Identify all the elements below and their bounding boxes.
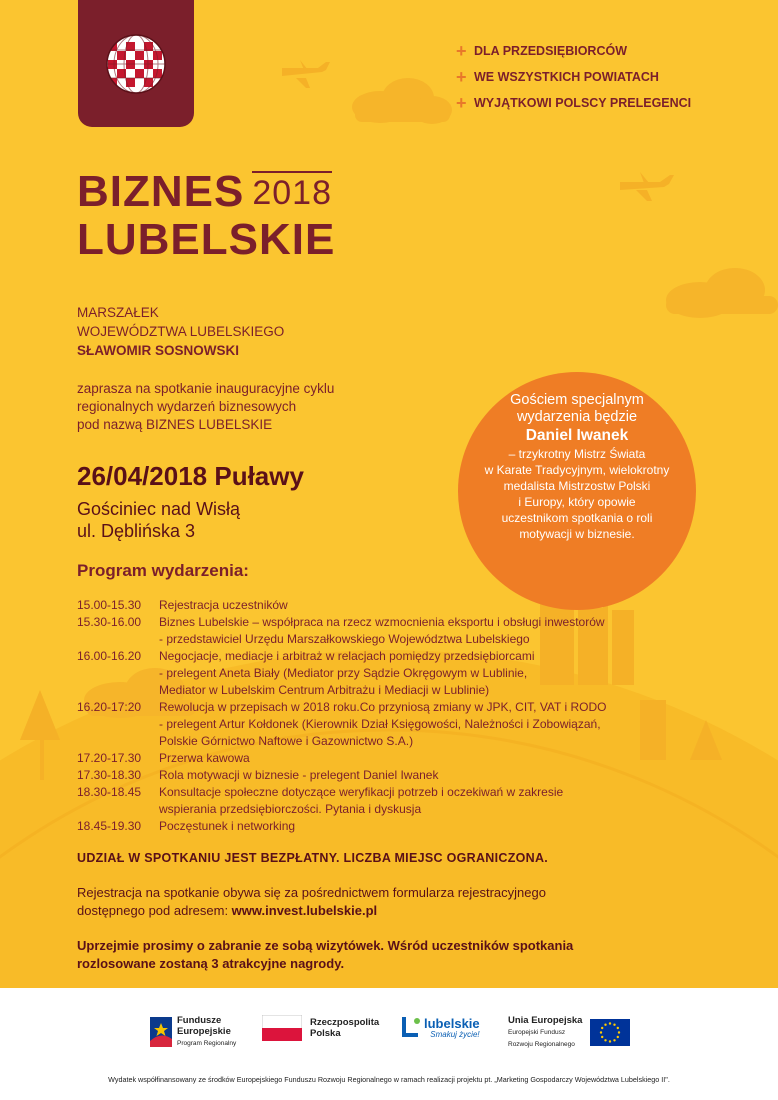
event-date: 26/04/2018 Puławy bbox=[77, 461, 304, 491]
schedule-row: 18.30-18.45 Konsultacje społeczne dotyczące weryfikacji potrzeb i oczekiwań w zakresie wspierania przedsiębiorczości. Pytania i dyskusja bbox=[77, 785, 564, 816]
schedule-row: 15.30-16.00 Biznes Lubelskie – współpraca na rzecz wzmocnienia eksportu i obsługi inwestorów - przedstawiciel Urzędu Marszałkowskiego Województwa Lubelskiego bbox=[77, 615, 605, 646]
schedule-row: 17.30-18.30 Rola motywacji w biznesie - prelegent Daniel Iwanek bbox=[77, 768, 439, 782]
business-card-note: Uprzejmie prosimy o zabranie ze sobą wizytówek. Wśród uczestników spotkania rozlosowane zostaną 3 atrakcyjne nagrody. bbox=[77, 938, 574, 971]
registration-link[interactable]: www.invest.lubelskie.pl bbox=[231, 903, 378, 918]
schedule-row: 17.20-17.30 Przerwa kawowa bbox=[77, 751, 250, 765]
plus-icon: + bbox=[456, 67, 467, 87]
free-entry-notice: UDZIAŁ W SPOTKANIU JEST BEZPŁATNY. LICZBA MIEJSC OGRANICZONA. bbox=[77, 851, 549, 865]
feature-item: + WYJĄTKOWI POLSCY PRELEGENCI bbox=[456, 90, 691, 116]
schedule-row: 15.00-15.30 Rejestracja uczestników bbox=[77, 598, 288, 612]
guest-name: Daniel Iwanek bbox=[525, 427, 629, 444]
lubelskie-logo: lubelskie Smakuj życie! bbox=[400, 1015, 480, 1041]
registration-info: Rejestracja na spotkanie obywa się za pośrednictwem formularza rejestracyjnego dostępnego pod adresem: www.invest.lubelskie.pl bbox=[77, 885, 546, 918]
title-line2: LUBELSKIE bbox=[77, 215, 336, 264]
polish-flag-icon bbox=[262, 1015, 302, 1041]
sponsor-logos bbox=[0, 988, 778, 1100]
plus-icon: + bbox=[456, 41, 467, 61]
program-schedule bbox=[77, 597, 727, 835]
unia-europejska-logo: Unia Europejska Europejski Fundusz Rozwoju Regionalnego bbox=[508, 1015, 630, 1050]
program-title: Program wydarzenia: bbox=[77, 561, 249, 580]
schedule-row: 18.45-19.30 Poczęstunek i networking bbox=[77, 819, 296, 833]
globe-logo-icon bbox=[104, 32, 168, 96]
fundusze-europejskie-logo: Fundusze Europejskie Program Regionalny bbox=[150, 1015, 236, 1049]
invitation-text: zaprasza na spotkanie inauguracyjne cyklu regionalnych wydarzeń biznesowych pod nazwą BIZNES LUBELSKIE bbox=[77, 381, 335, 432]
rzeczpospolita-polska-logo: Rzeczpospolita Polska bbox=[262, 1015, 379, 1041]
event-title bbox=[77, 168, 335, 264]
title-year: 2018 bbox=[252, 174, 332, 212]
funding-footnote: Wydatek współfinansowany ze środków Europejskiego Funduszu Rozwoju Regionalnego w ramach realizacji projektu pt. „Marketing Gospodarczy Województwa Lubelskiego II". bbox=[108, 1075, 670, 1084]
schedule-row: 16.00-16.20 Negocjacje, mediacje i arbitraż w relacjach pomiędzy przedsiębiorcami - prelegent Aneta Biały (Mediator przy Sądzie Okręgowym w Lublinie, Mediator w Lubelskim Centrum Arbitrażu i Mediacji w Lublinie) bbox=[77, 649, 535, 697]
plus-icon: + bbox=[456, 93, 467, 113]
event-venue: Gościniec nad Wisłą ul. Dęblińska 3 bbox=[77, 499, 241, 541]
feature-list bbox=[456, 38, 691, 116]
host-block: MARSZAŁEK WOJEWÓDZTWA LUBELSKIEGO SŁAWOMIR SOSNOWSKI bbox=[77, 305, 285, 358]
brand-logo bbox=[78, 0, 194, 127]
eu-flag-icon bbox=[590, 1019, 630, 1046]
fe-star-icon bbox=[150, 1017, 172, 1047]
feature-item: + WE WSZYSTKICH POWIATACH bbox=[456, 64, 691, 90]
schedule-row: 16.20-17:20 Rewolucja w przepisach w 2018 roku.Co przyniosą zmiany w JPK, CIT, VAT i RODO - prelegent Artur Kołdonek (Kierownik Dział Księgowości, Należności i Zobowiązań, Polskie Górnictwo Naftowe i Gazownictwo S.A.) bbox=[77, 700, 607, 748]
feature-item: + DLA PRZEDSIĘBIORCÓW bbox=[456, 38, 691, 64]
lubelskie-mark-icon bbox=[400, 1015, 422, 1041]
special-guest-badge: Gościem specjalnym wydarzenia będzie Daniel Iwanek – trzykrotny Mistrz Świata w Karate Tradycyjnym, wielokrotny medalista Mistrzostw Polski i Europy, który opowie uczestnikom spotkania o roli motywacji w biznesie. bbox=[458, 372, 696, 610]
host-name: SŁAWOMIR SOSNOWSKI bbox=[77, 343, 239, 358]
title-line1: BIZNES bbox=[77, 167, 245, 216]
